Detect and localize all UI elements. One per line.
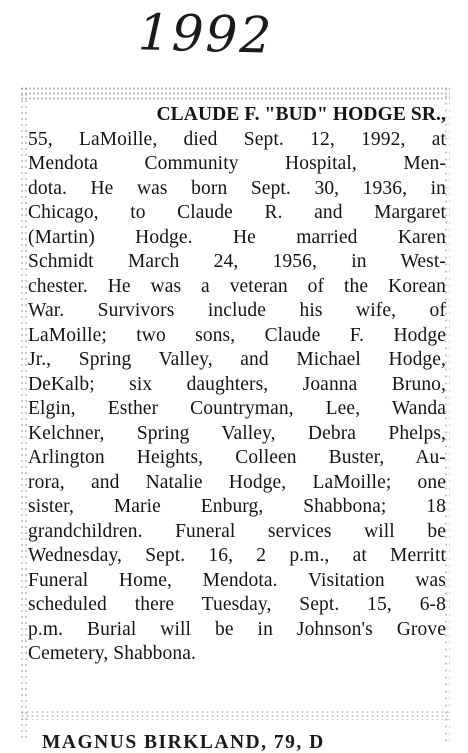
next-obituary-headline-partial: MAGNUS BIRKLAND, 79, D bbox=[42, 732, 325, 753]
obituary-line: LaMoille; two sons, Claude F. Hodge bbox=[28, 324, 446, 346]
obituary-line: grandchildren. Funeral services will be bbox=[28, 520, 446, 542]
obituary-line: p.m. Burial will be in Johnson's Grove bbox=[28, 618, 446, 640]
obituary-line: (Martin) Hodge. He married Karen bbox=[28, 226, 446, 248]
obituary-line: Kelchner, Spring Valley, Debra Phelps, bbox=[28, 422, 446, 444]
obituary-line: Funeral Home, Mendota. Visitation was bbox=[28, 569, 446, 591]
obituary-line: sister, Marie Enburg, Shabbona; 18 bbox=[28, 496, 446, 517]
obituary-line: DeKalb; six daughters, Joanna Bruno, bbox=[28, 373, 446, 395]
obituary-line: Jr., Spring Valley, and Michael Hodge, bbox=[28, 349, 446, 370]
obituary-line: Elgin, Esther Countryman, Lee, Wanda bbox=[28, 398, 446, 419]
clipping-left-edge bbox=[20, 86, 28, 742]
obituary-line: dota. He was born Sept. 30, 1936, in bbox=[28, 177, 446, 199]
obituary-article bbox=[28, 103, 446, 667]
clipping-bottom-edge bbox=[20, 710, 450, 720]
obituary-line: Arlington Heights, Colleen Buster, Au- bbox=[28, 447, 446, 468]
obituary-line: rora, and Natalie Hodge, LaMoille; one bbox=[28, 471, 446, 493]
obituary-line: Chicago, to Claude R. and Margaret bbox=[28, 202, 446, 223]
obituary-line: 55, LaMoille, died Sept. 12, 1992, at bbox=[28, 128, 446, 150]
newspaper-clipping bbox=[20, 86, 450, 742]
obituary-line: Schmidt March 24, 1956, in West- bbox=[28, 251, 446, 272]
obituary-line: Mendota Community Hospital, Men- bbox=[28, 153, 446, 174]
obituary-line: Cemetery, Shabbona. bbox=[28, 643, 196, 664]
obituary-line: Wednesday, Sept. 16, 2 p.m., at Merritt bbox=[28, 545, 446, 566]
obituary-line: War. Survivors include his wife, of bbox=[28, 300, 446, 321]
obituary-line: chester. He was a veteran of the Korean bbox=[28, 275, 446, 297]
clipping-top-edge bbox=[20, 86, 450, 100]
obituary-headline: CLAUDE F. "BUD" HODGE SR., bbox=[156, 104, 446, 125]
obituary-line: scheduled there Tuesday, Sept. 15, 6-8 bbox=[28, 594, 446, 615]
handwritten-year: 1992 bbox=[137, 3, 274, 65]
